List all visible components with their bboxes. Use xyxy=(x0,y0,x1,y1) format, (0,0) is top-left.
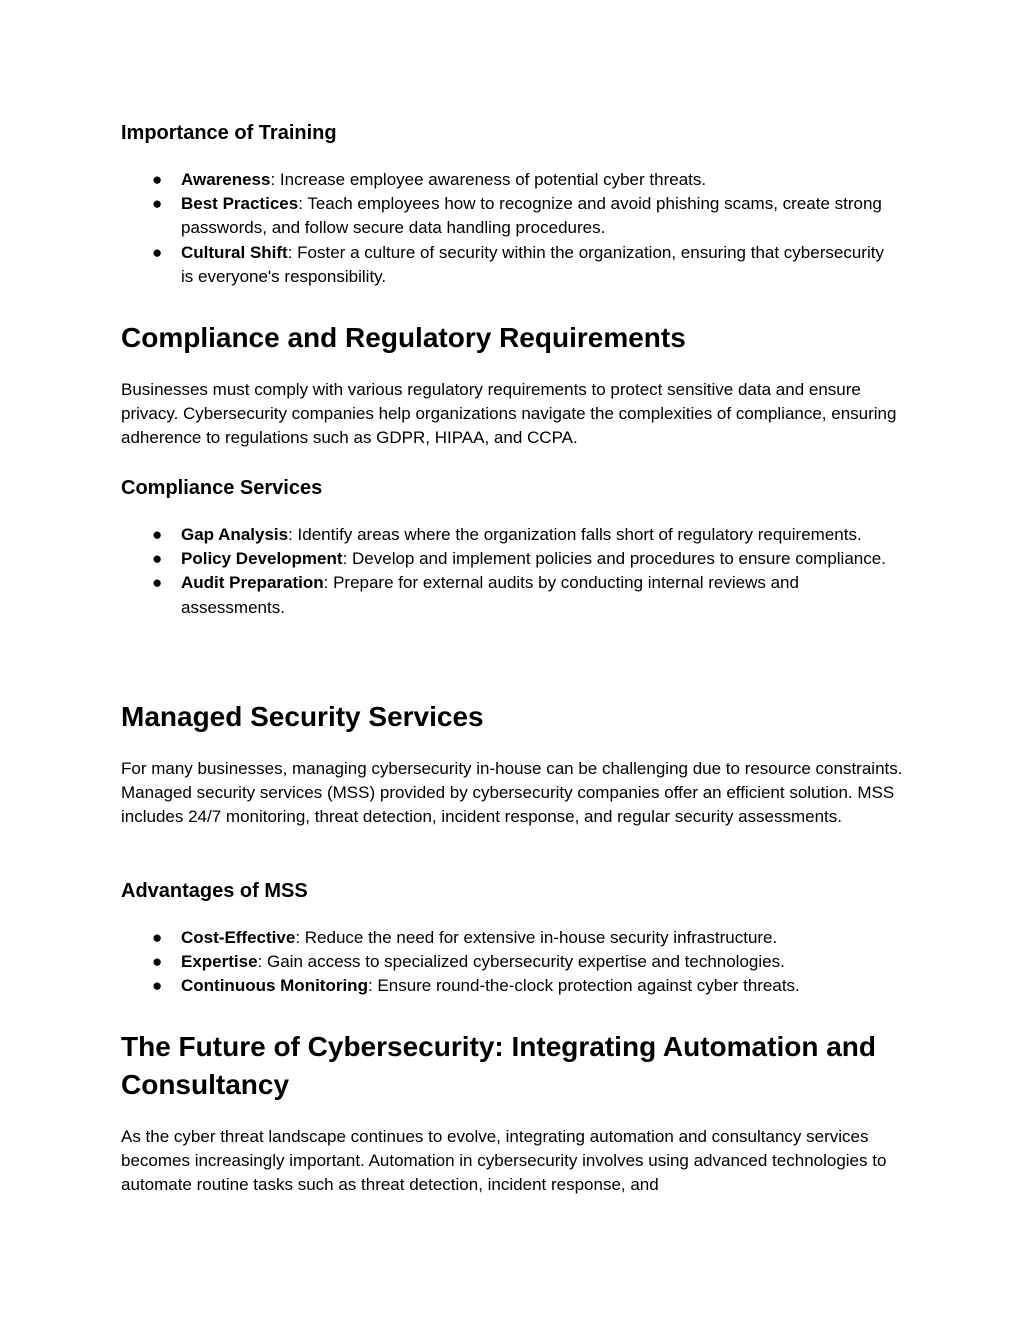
bullet-icon: ● xyxy=(152,928,163,947)
list-item xyxy=(121,974,891,998)
bullet-icon: ● xyxy=(152,549,163,569)
mss-advantages-list xyxy=(121,926,911,999)
bullet-icon: ● xyxy=(152,242,163,262)
list-item-text: : Foster a culture of security within the organization, ensuring that cybersecurity is everyone's responsibility. xyxy=(181,242,884,286)
bullet-icon: ● xyxy=(152,976,163,996)
list-item-text: : Prepare for external audits by conducting internal reviews and assessments. xyxy=(181,573,799,617)
list-item xyxy=(121,547,891,571)
bullet-icon: ● xyxy=(152,194,163,214)
list-item xyxy=(121,950,891,974)
future-paragraph: As the cyber threat landscape continues to evolve, integrating automation and consultancy services becomes increasingly important. Automation in cybersecurity involves using advanced technologies to automate routine tasks such as threat detection, incident response, and xyxy=(121,1127,887,1195)
list-item xyxy=(121,192,891,240)
list-item-text: : Identify areas where the organization falls short of regulatory requirements. xyxy=(288,525,862,544)
list-item-term: Best Practices xyxy=(181,194,299,214)
bullet-icon: ● xyxy=(152,525,163,544)
list-item-text: : Develop and implement policies and procedures to ensure compliance. xyxy=(342,549,886,569)
bullet-icon: ● xyxy=(152,952,163,972)
list-item-term: Continuous Monitoring xyxy=(181,976,368,996)
heading-managed-security-services: Managed Security Services xyxy=(121,701,484,732)
heading-importance-of-training: Importance of Training xyxy=(121,122,337,144)
training-list xyxy=(121,168,911,289)
list-item-term: Cost-Effective xyxy=(181,928,296,947)
list-item xyxy=(121,241,891,289)
list-item-term: Expertise xyxy=(181,952,258,972)
heading-compliance-regulatory: Compliance and Regulatory Requirements xyxy=(121,322,686,353)
list-item-term: Gap Analysis xyxy=(181,525,289,544)
mss-paragraph: For many businesses, managing cybersecurity in-house can be challenging due to resource constraints. Managed security services (MSS) provided by cybersecurity companies offer an efficient solution. MSS includes 24/7 monitoring, threat detection, incident response, and regular security assessments. xyxy=(121,759,903,827)
list-item-term: Audit Preparation xyxy=(181,573,324,593)
list-item xyxy=(121,926,891,950)
heading-compliance-services: Compliance Services xyxy=(121,477,323,499)
list-item-text: : Gain access to specialized cybersecurity expertise and technologies. xyxy=(257,952,785,972)
list-item xyxy=(121,571,891,619)
heading-future-of-cybersecurity: The Future of Cybersecurity: Integrating Automation and Consultancy xyxy=(121,1031,877,1100)
compliance-services-list xyxy=(121,523,911,620)
heading-advantages-of-mss: Advantages of MSS xyxy=(121,880,308,902)
bullet-icon: ● xyxy=(152,170,163,189)
bullet-icon: ● xyxy=(152,573,163,593)
list-item-term: Cultural Shift xyxy=(181,242,288,262)
list-item-text: : Reduce the need for extensive in-house security infrastructure. xyxy=(295,928,778,947)
list-item xyxy=(121,523,891,547)
list-item-term: Policy Development xyxy=(181,549,343,569)
list-item-text: : Teach employees how to recognize and avoid phishing scams, create strong passwords, and follow secure data handling procedures. xyxy=(181,194,882,238)
list-item-text: : Increase employee awareness of potential cyber threats. xyxy=(270,170,707,189)
list-item-text: : Ensure round-the-clock protection against cyber threats. xyxy=(367,976,800,996)
compliance-paragraph: Businesses must comply with various regulatory requirements to protect sensitive data and ensure privacy. Cybersecurity companies help organizations navigate the complexities of compliance, ensuring adherence to regulations such as GDPR, HIPAA, and CCPA. xyxy=(121,380,897,448)
list-item xyxy=(121,168,891,192)
list-item-term: Awareness xyxy=(181,170,271,189)
